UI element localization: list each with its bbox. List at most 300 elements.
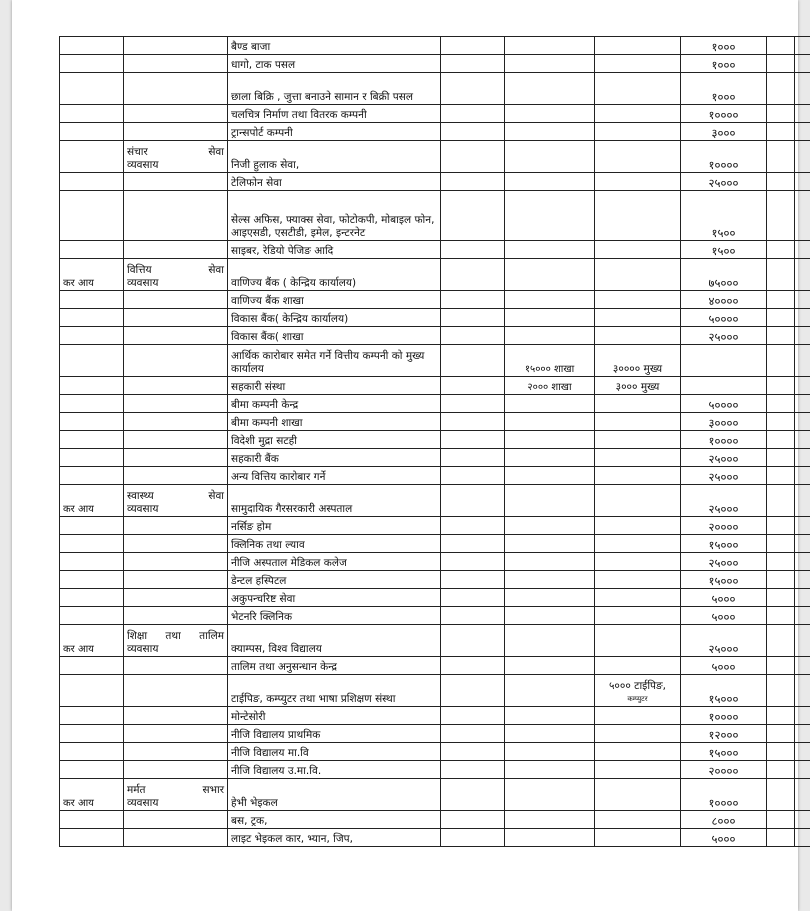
empty-cell [767,291,795,309]
table-row [60,707,810,725]
business-description-cell: टाईपिङ, कम्प्युटर तथा भाषा प्रशिक्षण संस्था [228,675,441,707]
table-row [60,725,810,743]
branch-rate-cell [505,105,595,123]
business-description-cell: विकास बैंक( शाखा [228,327,441,345]
empty-cell [767,725,795,743]
revenue-type-cell [60,829,124,847]
branch-rate-cell [505,449,595,467]
branch-rate-cell [505,259,595,291]
main-rate-cell [595,291,681,309]
empty-cell [441,779,505,811]
business-category-cell [124,123,228,141]
revenue-type-cell: कर आय [60,625,124,657]
business-category-cell [124,105,228,123]
business-description-cell: सहकारी संस्था [228,377,441,395]
empty-cell [795,535,810,553]
fee-amount-cell: १००० [681,55,767,73]
empty-cell [795,345,810,377]
business-category-cell [124,345,228,377]
revenue-type-cell [60,37,124,55]
table-row [60,241,810,259]
empty-cell [795,377,810,395]
business-category-cell [124,431,228,449]
revenue-type-cell [60,413,124,431]
revenue-type-cell [60,811,124,829]
category-name: संचार सेवा [127,146,224,158]
business-category-cell [124,553,228,571]
main-rate-cell [595,657,681,675]
business-category-cell [124,173,228,191]
revenue-type-cell [60,377,124,395]
rate-note: ५००० टाईपिङ, [608,680,667,692]
main-rate-cell [595,811,681,829]
main-rate-cell [595,431,681,449]
empty-cell [795,811,810,829]
fee-amount-cell: १५०० [681,191,767,241]
fee-amount-cell: १५०० [681,241,767,259]
empty-cell [795,37,810,55]
table-row [60,431,810,449]
business-category-cell [124,395,228,413]
fee-amount-cell: २५००० [681,625,767,657]
empty-cell [795,625,810,657]
business-description-cell: निजी हुलाक सेवा, [228,141,441,173]
business-description-cell: आर्थिक कारोबार समेत गर्ने वित्तीय कम्पनी को मुख्य कार्यालय [228,345,441,377]
empty-cell [795,553,810,571]
table-row [60,449,810,467]
empty-cell [767,553,795,571]
table-row [60,377,810,395]
business-category-cell [124,241,228,259]
table-row [60,173,810,191]
fee-amount-cell: २५००० [681,327,767,345]
empty-cell [795,707,810,725]
business-description-cell: सेल्स अफिस, फ्याक्स सेवा, फोटोकपी, मोबाइल फोन, आइएसडी, एसटीडी, इमेल, इन्टरनेट [228,191,441,241]
branch-rate-cell [505,657,595,675]
fee-amount-cell: १०००० [681,707,767,725]
empty-cell [441,657,505,675]
category-suffix: व्यवसाय [127,503,159,515]
branch-rate-cell [505,829,595,847]
empty-cell [441,259,505,291]
fee-amount-cell: १५००० [681,535,767,553]
revenue-type-cell [60,675,124,707]
business-description-cell: नीजि विद्यालय उ.मा.वि. [228,761,441,779]
business-description-cell: तालिम तथा अनुसन्धान केन्द्र [228,657,441,675]
revenue-type-cell [60,707,124,725]
empty-cell [767,309,795,327]
revenue-type-cell [60,657,124,675]
empty-cell [795,725,810,743]
branch-rate-cell [505,413,595,431]
branch-rate-cell: १५००० शाखा [505,345,595,377]
empty-cell [441,309,505,327]
business-description-cell: नीजि विद्यालय प्राथमिक [228,725,441,743]
table-row [60,625,810,657]
business-description-cell: क्याम्पस, विश्व विद्यालय [228,625,441,657]
empty-cell [795,449,810,467]
revenue-type-cell [60,173,124,191]
branch-rate-cell [505,725,595,743]
branch-rate-cell [505,625,595,657]
empty-cell [441,571,505,589]
business-category-cell [124,743,228,761]
main-rate-cell [595,761,681,779]
branch-rate-cell [505,141,595,173]
revenue-type-cell [60,761,124,779]
main-rate-cell [595,589,681,607]
branch-rate-cell [505,517,595,535]
table-row [60,141,810,173]
fee-amount-cell: १०००० [681,141,767,173]
business-category-cell [124,485,228,517]
empty-cell [767,55,795,73]
empty-cell [795,517,810,535]
empty-cell [441,241,505,259]
business-description-cell: भेटनरि क्लिनिक [228,607,441,625]
branch-rate-cell [505,675,595,707]
empty-cell [795,571,810,589]
category-name: मर्मत सभार [127,784,224,796]
business-description-cell: मोन्टेसोरी [228,707,441,725]
empty-cell [795,779,810,811]
empty-cell [441,377,505,395]
revenue-type-cell [60,431,124,449]
main-rate-cell [595,413,681,431]
empty-cell [795,485,810,517]
empty-cell [795,291,810,309]
table-row [60,291,810,309]
business-description-cell: विदेशी मुद्रा सटही [228,431,441,449]
category-suffix: व्यवसाय [127,643,159,655]
business-category-cell [124,625,228,657]
empty-cell [767,377,795,395]
fee-amount-cell: २०००० [681,517,767,535]
main-rate-cell [595,37,681,55]
fee-amount-cell: ८००० [681,811,767,829]
table-row [60,105,810,123]
branch-rate-cell [505,431,595,449]
main-rate-cell [595,779,681,811]
branch-rate-cell [505,589,595,607]
fee-amount-cell: १२००० [681,725,767,743]
empty-cell [767,327,795,345]
branch-rate-cell [505,553,595,571]
business-category-cell [124,589,228,607]
empty-cell [767,345,795,377]
business-description-cell: अकुपन्चरिष्ट सेवा [228,589,441,607]
empty-cell [795,761,810,779]
business-category-cell [124,811,228,829]
business-description-cell: चलचित्र निर्माण तथा वितरक कम्पनी [228,105,441,123]
revenue-type-cell [60,395,124,413]
empty-cell [795,589,810,607]
table-row [60,607,810,625]
business-category-cell [124,535,228,553]
fee-amount-cell: १५००० [681,675,767,707]
branch-rate-cell [505,309,595,327]
table-row [60,517,810,535]
table-row [60,535,810,553]
business-category-cell [124,467,228,485]
revenue-type-cell [60,589,124,607]
empty-cell [441,345,505,377]
main-rate-cell [595,327,681,345]
business-category-cell [124,449,228,467]
empty-cell [795,467,810,485]
empty-cell [767,191,795,241]
business-description-cell: छाला बिक्रि , जुत्ता बनाउने सामान र बिक्री पसल [228,73,441,105]
fee-amount-cell: ४०००० [681,291,767,309]
business-category-cell [124,259,228,291]
empty-cell [441,327,505,345]
category-suffix: व्यवसाय [127,159,159,171]
empty-cell [767,413,795,431]
empty-cell [441,413,505,431]
category-name: शिक्षा तथा तालिम [127,630,224,642]
main-rate-cell: ३००० मुख्य [595,377,681,395]
fee-amount-cell: ५००० [681,829,767,847]
fee-amount-cell: ३००० [681,123,767,141]
table-row [60,395,810,413]
fee-amount-cell: ५०००० [681,395,767,413]
empty-cell [441,553,505,571]
main-rate-cell [595,173,681,191]
branch-rate-cell [505,291,595,309]
table-row [60,327,810,345]
empty-cell [767,829,795,847]
empty-cell [441,123,505,141]
empty-cell [441,829,505,847]
empty-cell [795,141,810,173]
main-rate-cell [595,123,681,141]
branch-rate-cell [505,173,595,191]
fee-amount-cell [681,345,767,377]
empty-cell [767,625,795,657]
empty-cell [767,571,795,589]
branch-rate-cell [505,571,595,589]
fee-amount-cell: ५००० [681,607,767,625]
empty-cell [441,535,505,553]
business-description-cell: टेलिफोन सेवा [228,173,441,191]
revenue-type-cell [60,191,124,241]
business-category-cell [124,761,228,779]
fee-amount-cell: ३०००० [681,413,767,431]
empty-cell [441,607,505,625]
category-suffix: व्यवसाय [127,797,159,809]
empty-cell [795,259,810,291]
empty-cell [441,449,505,467]
empty-cell [767,259,795,291]
business-category-cell [124,377,228,395]
fee-amount-cell: ५००० [681,657,767,675]
main-rate-cell [595,707,681,725]
empty-cell [767,779,795,811]
revenue-type-cell [60,309,124,327]
empty-cell [441,517,505,535]
table-row [60,553,810,571]
empty-cell [767,657,795,675]
document-page [12,0,798,911]
business-description-cell: डेन्टल हस्पिटल [228,571,441,589]
revenue-type-cell [60,73,124,105]
rate-note-sub: कम्प्युटर [627,695,648,703]
table-row [60,309,810,327]
category-name: वित्तिय सेवा [127,264,224,276]
fee-amount-cell: १५००० [681,743,767,761]
business-category-cell [124,725,228,743]
revenue-type-cell [60,55,124,73]
empty-cell [795,55,810,73]
empty-cell [767,395,795,413]
empty-cell [441,485,505,517]
empty-cell [795,327,810,345]
empty-cell [767,123,795,141]
fee-amount-cell: २५००० [681,467,767,485]
empty-cell [767,431,795,449]
empty-cell [441,811,505,829]
business-category-cell [124,675,228,707]
main-rate-cell [595,309,681,327]
main-rate-cell: ३०००० मुख्य [595,345,681,377]
fee-amount-cell: १००० [681,37,767,55]
empty-cell [441,431,505,449]
revenue-type-cell [60,241,124,259]
empty-cell [767,449,795,467]
empty-cell [767,589,795,607]
branch-rate-cell [505,241,595,259]
empty-cell [767,73,795,105]
empty-cell [767,607,795,625]
empty-cell [441,589,505,607]
branch-rate-cell [505,743,595,761]
main-rate-cell [595,241,681,259]
main-rate-cell [595,55,681,73]
main-rate-cell [595,191,681,241]
business-description-cell: बीमा कम्पनी शाखा [228,413,441,431]
empty-cell [441,37,505,55]
empty-cell [767,517,795,535]
main-rate-cell [595,571,681,589]
revenue-type-cell [60,123,124,141]
business-description-cell: हेभी भेइकल [228,779,441,811]
empty-cell [767,467,795,485]
revenue-type-cell: कर आय [60,485,124,517]
business-description-cell: बीमा कम्पनी केन्द्र [228,395,441,413]
empty-cell [441,707,505,725]
empty-cell [441,73,505,105]
empty-cell [767,535,795,553]
revenue-type-cell [60,725,124,743]
fee-amount-cell [681,377,767,395]
branch-rate-cell [505,485,595,517]
fee-amount-cell: ५००० [681,589,767,607]
table-row [60,829,810,847]
main-rate-cell [595,829,681,847]
branch-rate-cell [505,37,595,55]
revenue-type-cell [60,743,124,761]
empty-cell [441,141,505,173]
main-rate-cell [595,141,681,173]
business-category-cell [124,413,228,431]
business-description-cell: नीजि अस्पताल मेडिकल कलेज [228,553,441,571]
business-category-cell [124,707,228,725]
revenue-type-cell [60,141,124,173]
category-suffix: व्यवसाय [127,277,159,289]
empty-cell [795,607,810,625]
empty-cell [795,123,810,141]
branch-rate-cell [505,123,595,141]
main-rate-cell [595,553,681,571]
empty-cell [767,37,795,55]
table-row [60,761,810,779]
empty-cell [767,241,795,259]
business-description-cell: ट्रान्सपोर्ट कम्पनी [228,123,441,141]
empty-cell [795,657,810,675]
empty-cell [795,675,810,707]
empty-cell [767,173,795,191]
main-rate-cell [595,607,681,625]
revenue-type-cell [60,291,124,309]
revenue-type-cell [60,449,124,467]
empty-cell [795,413,810,431]
empty-cell [795,191,810,241]
main-rate-cell [595,449,681,467]
branch-rate-cell [505,191,595,241]
revenue-type-cell: कर आय [60,779,124,811]
revenue-type-cell [60,607,124,625]
empty-cell [767,761,795,779]
business-description-cell: अन्य वित्तिय कारोबार गर्ने [228,467,441,485]
branch-rate-cell [505,395,595,413]
revenue-type-cell [60,517,124,535]
table-row [60,259,810,291]
business-description-cell: धागो, टाक पसल [228,55,441,73]
business-description-cell: सहकारी बैंक [228,449,441,467]
empty-cell [767,485,795,517]
main-rate-cell [595,73,681,105]
main-rate-cell [595,467,681,485]
main-rate-cell [595,625,681,657]
empty-cell [441,743,505,761]
branch-rate-cell [505,707,595,725]
table-row [60,37,810,55]
revenue-type-cell [60,571,124,589]
branch-rate-cell [505,327,595,345]
table-row [60,467,810,485]
empty-cell [795,73,810,105]
business-description-cell: नर्सिङ होम [228,517,441,535]
business-category-cell [124,829,228,847]
table-row [60,675,810,707]
branch-rate-cell [505,779,595,811]
business-description-cell: वाणिज्य बैंक ( केन्द्रिय कार्यालय) [228,259,441,291]
business-description-cell: बस, ट्रक, [228,811,441,829]
revenue-type-cell [60,467,124,485]
table-row [60,123,810,141]
business-category-cell [124,55,228,73]
business-category-cell [124,327,228,345]
main-rate-cell [595,743,681,761]
empty-cell [767,811,795,829]
branch-rate-cell [505,761,595,779]
fee-amount-cell: १०००० [681,779,767,811]
main-rate-cell [595,105,681,123]
main-rate-cell [595,485,681,517]
business-category-cell [124,607,228,625]
branch-rate-cell: २००० शाखा [505,377,595,395]
fee-amount-cell: १०००० [681,431,767,449]
